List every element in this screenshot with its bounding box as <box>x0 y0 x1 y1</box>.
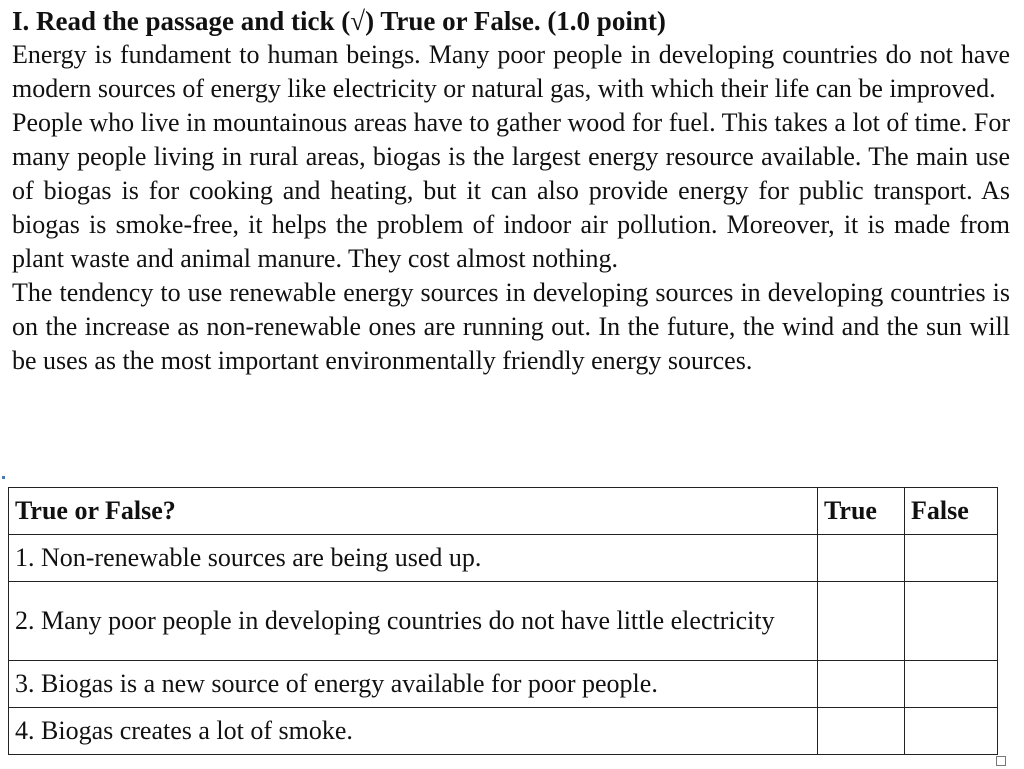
statement-cell: 3. Biogas is a new source of energy available for poor people. <box>9 661 818 708</box>
table-row <box>9 582 998 661</box>
passage-paragraph-3: The tendency to use renewable energy sources in developing sources in developing countries is on the increase as non-renewable ones are running out. In the future, the wind and the sun will be uses as the most important environmentally friendly energy sources. <box>12 278 1010 375</box>
table-resize-handle[interactable] <box>996 756 1006 766</box>
true-false-table <box>8 487 998 755</box>
true-answer-cell[interactable] <box>818 661 905 708</box>
false-answer-cell[interactable] <box>905 582 998 661</box>
document-page <box>12 4 1010 378</box>
table-row <box>9 708 998 755</box>
true-answer-cell[interactable] <box>818 582 905 661</box>
true-answer-cell[interactable] <box>818 535 905 582</box>
table-anchor-icon <box>2 476 5 479</box>
exercise-heading: I. Read the passage and tick (√) True or False. (1.0 point) <box>12 6 666 36</box>
passage-paragraph-2: People who live in mountainous areas have to gather wood for fuel. This takes a lot of time. For many people living in rural areas, biogas is the largest energy resource available. The main use of biogas is for cooking and heating, but it can also provide energy for public transport. As biogas is smoke-free, it helps the problem of indoor air pollution. Moreover, it is made from plant waste and animal manure. They cost almost nothing. <box>12 108 1010 273</box>
header-false: False <box>905 488 998 535</box>
false-answer-cell[interactable] <box>905 708 998 755</box>
statement-cell: 4. Biogas creates a lot of smoke. <box>9 708 818 755</box>
false-answer-cell[interactable] <box>905 535 998 582</box>
true-answer-cell[interactable] <box>818 708 905 755</box>
false-answer-cell[interactable] <box>905 661 998 708</box>
header-statement: True or False? <box>9 488 818 535</box>
table-header-row <box>9 488 998 535</box>
table-row <box>9 661 998 708</box>
table-row <box>9 535 998 582</box>
passage-paragraph-1: Energy is fundament to human beings. Many poor people in developing countries do not have modern sources of energy like electricity or natural gas, with which their life can be improved. <box>12 40 1010 103</box>
statement-cell: 2. Many poor people in developing countries do not have little electricity <box>9 582 818 661</box>
header-true: True <box>818 488 905 535</box>
statement-cell: 1. Non-renewable sources are being used up. <box>9 535 818 582</box>
